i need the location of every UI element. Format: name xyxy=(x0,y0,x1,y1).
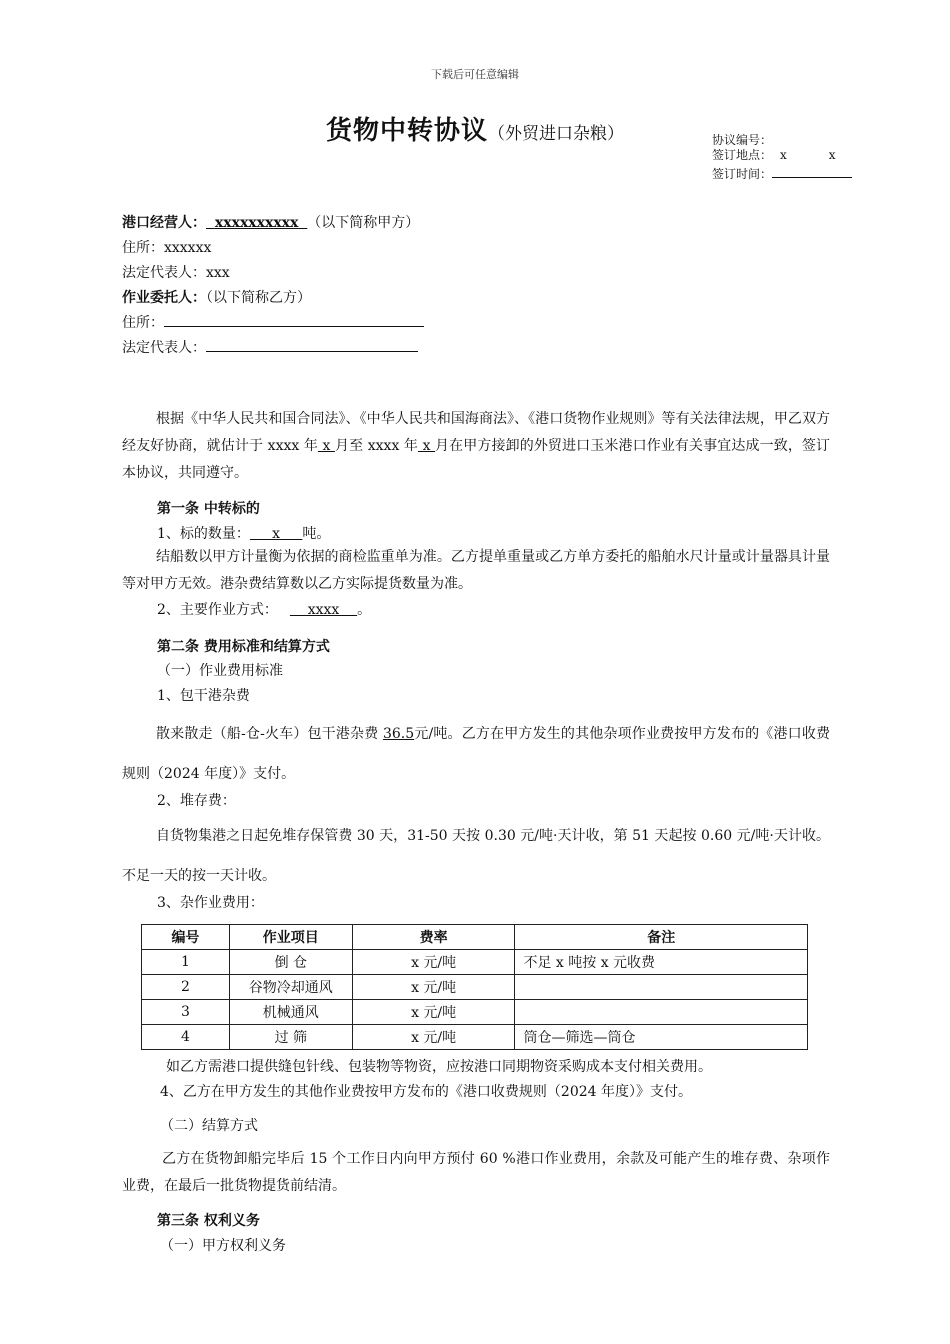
cell-rate: x 元/吨 xyxy=(352,975,515,1000)
operator-rep-label: 法定代表人： xyxy=(122,265,206,281)
operator-address-line xyxy=(122,237,211,257)
meta-place-value-2: x xyxy=(828,148,836,162)
meta-time-label: 签订时间： xyxy=(712,167,773,181)
article2-after-table: 如乙方需港口提供缝包针线、包装物等物资，应按港口同期物资采购成本支付相关费用。 xyxy=(166,1059,712,1075)
operator-rep-value: xxx xyxy=(206,265,230,281)
cell-item: 倒 仓 xyxy=(229,950,352,975)
cell-rate: x 元/吨 xyxy=(352,1000,515,1025)
operator-address-value: xxxxxx xyxy=(164,240,212,256)
client-rep-blank xyxy=(206,337,418,352)
item1-text-b: 元/吨。乙方在甲方发生的其他杂项作业费按甲方发布的《港口收费规则（2024 年度）》支付。 xyxy=(122,726,830,782)
article2-sub1: （一）作业费用标准 xyxy=(157,663,283,679)
operator-label: 港口经营人： xyxy=(122,215,206,231)
item1-text-a: 散来散走（船-仓-火车）包干港杂费 xyxy=(156,726,383,742)
article2-item2-label: 2、堆存费： xyxy=(157,793,236,809)
intro-part1: 根据《中华人民共和国合同法》、《中华人民共和国海商法》、《港口货物作业规则》等有关法律法规，甲乙双方经友好协商，就估计于 xxxx 年 xyxy=(122,411,830,454)
cell-note: 筒仓—筛选—筒仓 xyxy=(515,1025,808,1050)
meta-number xyxy=(712,133,772,148)
operator-suffix: （以下简称甲方） xyxy=(307,215,420,231)
cell-number: 4 xyxy=(142,1025,230,1050)
cell-number: 2 xyxy=(142,975,230,1000)
col-header-number: 编号 xyxy=(142,925,230,950)
mode-end: 。 xyxy=(357,602,372,618)
article2-sub2: （二）结算方式 xyxy=(160,1118,258,1134)
table-row xyxy=(142,975,808,1000)
cell-note xyxy=(515,975,808,1000)
article2-item1-label: 1、包干港杂费 xyxy=(157,688,250,704)
meta-place-value-1: x xyxy=(780,148,787,162)
table-row xyxy=(142,950,808,975)
article2-item1-text xyxy=(122,714,830,794)
col-header-note: 备注 xyxy=(515,925,808,950)
article2-item3-label: 3、杂作业费用： xyxy=(157,895,264,911)
client-rep-label: 法定代表人： xyxy=(122,340,206,356)
intro-month1: x xyxy=(317,438,335,454)
client-address-line xyxy=(122,312,424,332)
client-line xyxy=(122,287,311,307)
table-row xyxy=(142,1025,808,1050)
fee-table-header-row xyxy=(142,925,808,950)
mode-value: xxxx xyxy=(289,602,358,618)
cell-rate: x 元/吨 xyxy=(352,1025,515,1050)
article1-qty xyxy=(157,523,330,543)
article2-settlement: 乙方在货物卸船完毕后 15 个工作日内向甲方预付 60 %港口作业费用，余款及可能产生的堆存费、杂项作业费，在最后一批货物提货前结清。 xyxy=(122,1151,830,1194)
cell-item: 机械通风 xyxy=(229,1000,352,1025)
cell-item: 谷物冷却通风 xyxy=(229,975,352,1000)
operator-value: xxxxxxxxxx xyxy=(214,215,299,231)
intro-paragraph xyxy=(122,406,830,487)
article1-mode xyxy=(157,599,371,619)
operator-address-label: 住所： xyxy=(122,240,164,256)
client-label: 作业委托人： xyxy=(122,290,206,306)
meta-number-label: 协议编号： xyxy=(712,133,773,147)
client-address-blank xyxy=(164,312,424,327)
qty-value: x xyxy=(249,526,303,542)
header-note: 下载后可任意编辑 xyxy=(431,68,519,81)
meta-time xyxy=(712,163,852,182)
cell-item: 过 筛 xyxy=(229,1025,352,1050)
article3-heading: 第三条 权利义务 xyxy=(157,1213,260,1229)
meta-time-blank xyxy=(772,163,852,178)
client-rep-line xyxy=(122,337,418,357)
mode-label: 2、主要作业方式： xyxy=(157,602,278,618)
article3-sub1: （一）甲方权利义务 xyxy=(160,1238,286,1254)
title-main: 货物中转协议 xyxy=(325,116,488,146)
title-sub: （外贸进口杂粮） xyxy=(488,124,624,144)
cell-note: 不足 x 吨按 x 元收费 xyxy=(515,950,808,975)
article2-item4: 4、乙方在甲方发生的其他作业费按甲方发布的《港口收费规则（2024 年度）》支付。 xyxy=(160,1084,692,1100)
meta-place-label: 签订地点： xyxy=(712,148,773,162)
intro-month2: x xyxy=(418,438,436,454)
cell-rate: x 元/吨 xyxy=(352,950,515,975)
cell-number: 1 xyxy=(142,950,230,975)
article1-qty-note: 结船数以甲方计量衡为依据的商检监重单为准。乙方提单重量或乙方单方委托的船舶水尺计量或计量器具计量等对甲方无效。港杂费结算数以乙方实际提货数量为准。 xyxy=(122,549,830,592)
client-suffix: （以下简称乙方） xyxy=(206,290,311,306)
item1-rate: 36.5 xyxy=(382,726,415,742)
qty-label: 1、标的数量： xyxy=(157,526,250,542)
col-header-rate: 费率 xyxy=(352,925,515,950)
cell-number: 3 xyxy=(142,1000,230,1025)
operator-line xyxy=(122,212,419,232)
article2-heading: 第二条 费用标准和结算方式 xyxy=(157,639,330,655)
table-row xyxy=(142,1000,808,1025)
cell-note xyxy=(515,1000,808,1025)
article2-item2-text: 自货物集港之日起免堆存保管费 30 天，31-50 天按 0.30 元/吨·天计收，第 51 天起按 0.60 元/吨·天计收。不足一天的按一天计收。 xyxy=(122,828,830,884)
meta-place xyxy=(712,148,836,163)
col-header-item: 作业项目 xyxy=(229,925,352,950)
qty-unit: 吨。 xyxy=(302,526,331,542)
client-address-label: 住所： xyxy=(122,315,164,331)
intro-part2: 月至 xxxx 年 xyxy=(334,438,419,454)
document-title xyxy=(0,110,950,147)
fee-table xyxy=(141,924,808,1050)
article1-heading: 第一条 中转标的 xyxy=(157,501,260,517)
operator-rep-line xyxy=(122,262,230,282)
intro-part3: 月在甲方接卸的外贸进口玉米港口作业有关事宜达成一致，签订本协议，共同遵守。 xyxy=(122,438,831,481)
